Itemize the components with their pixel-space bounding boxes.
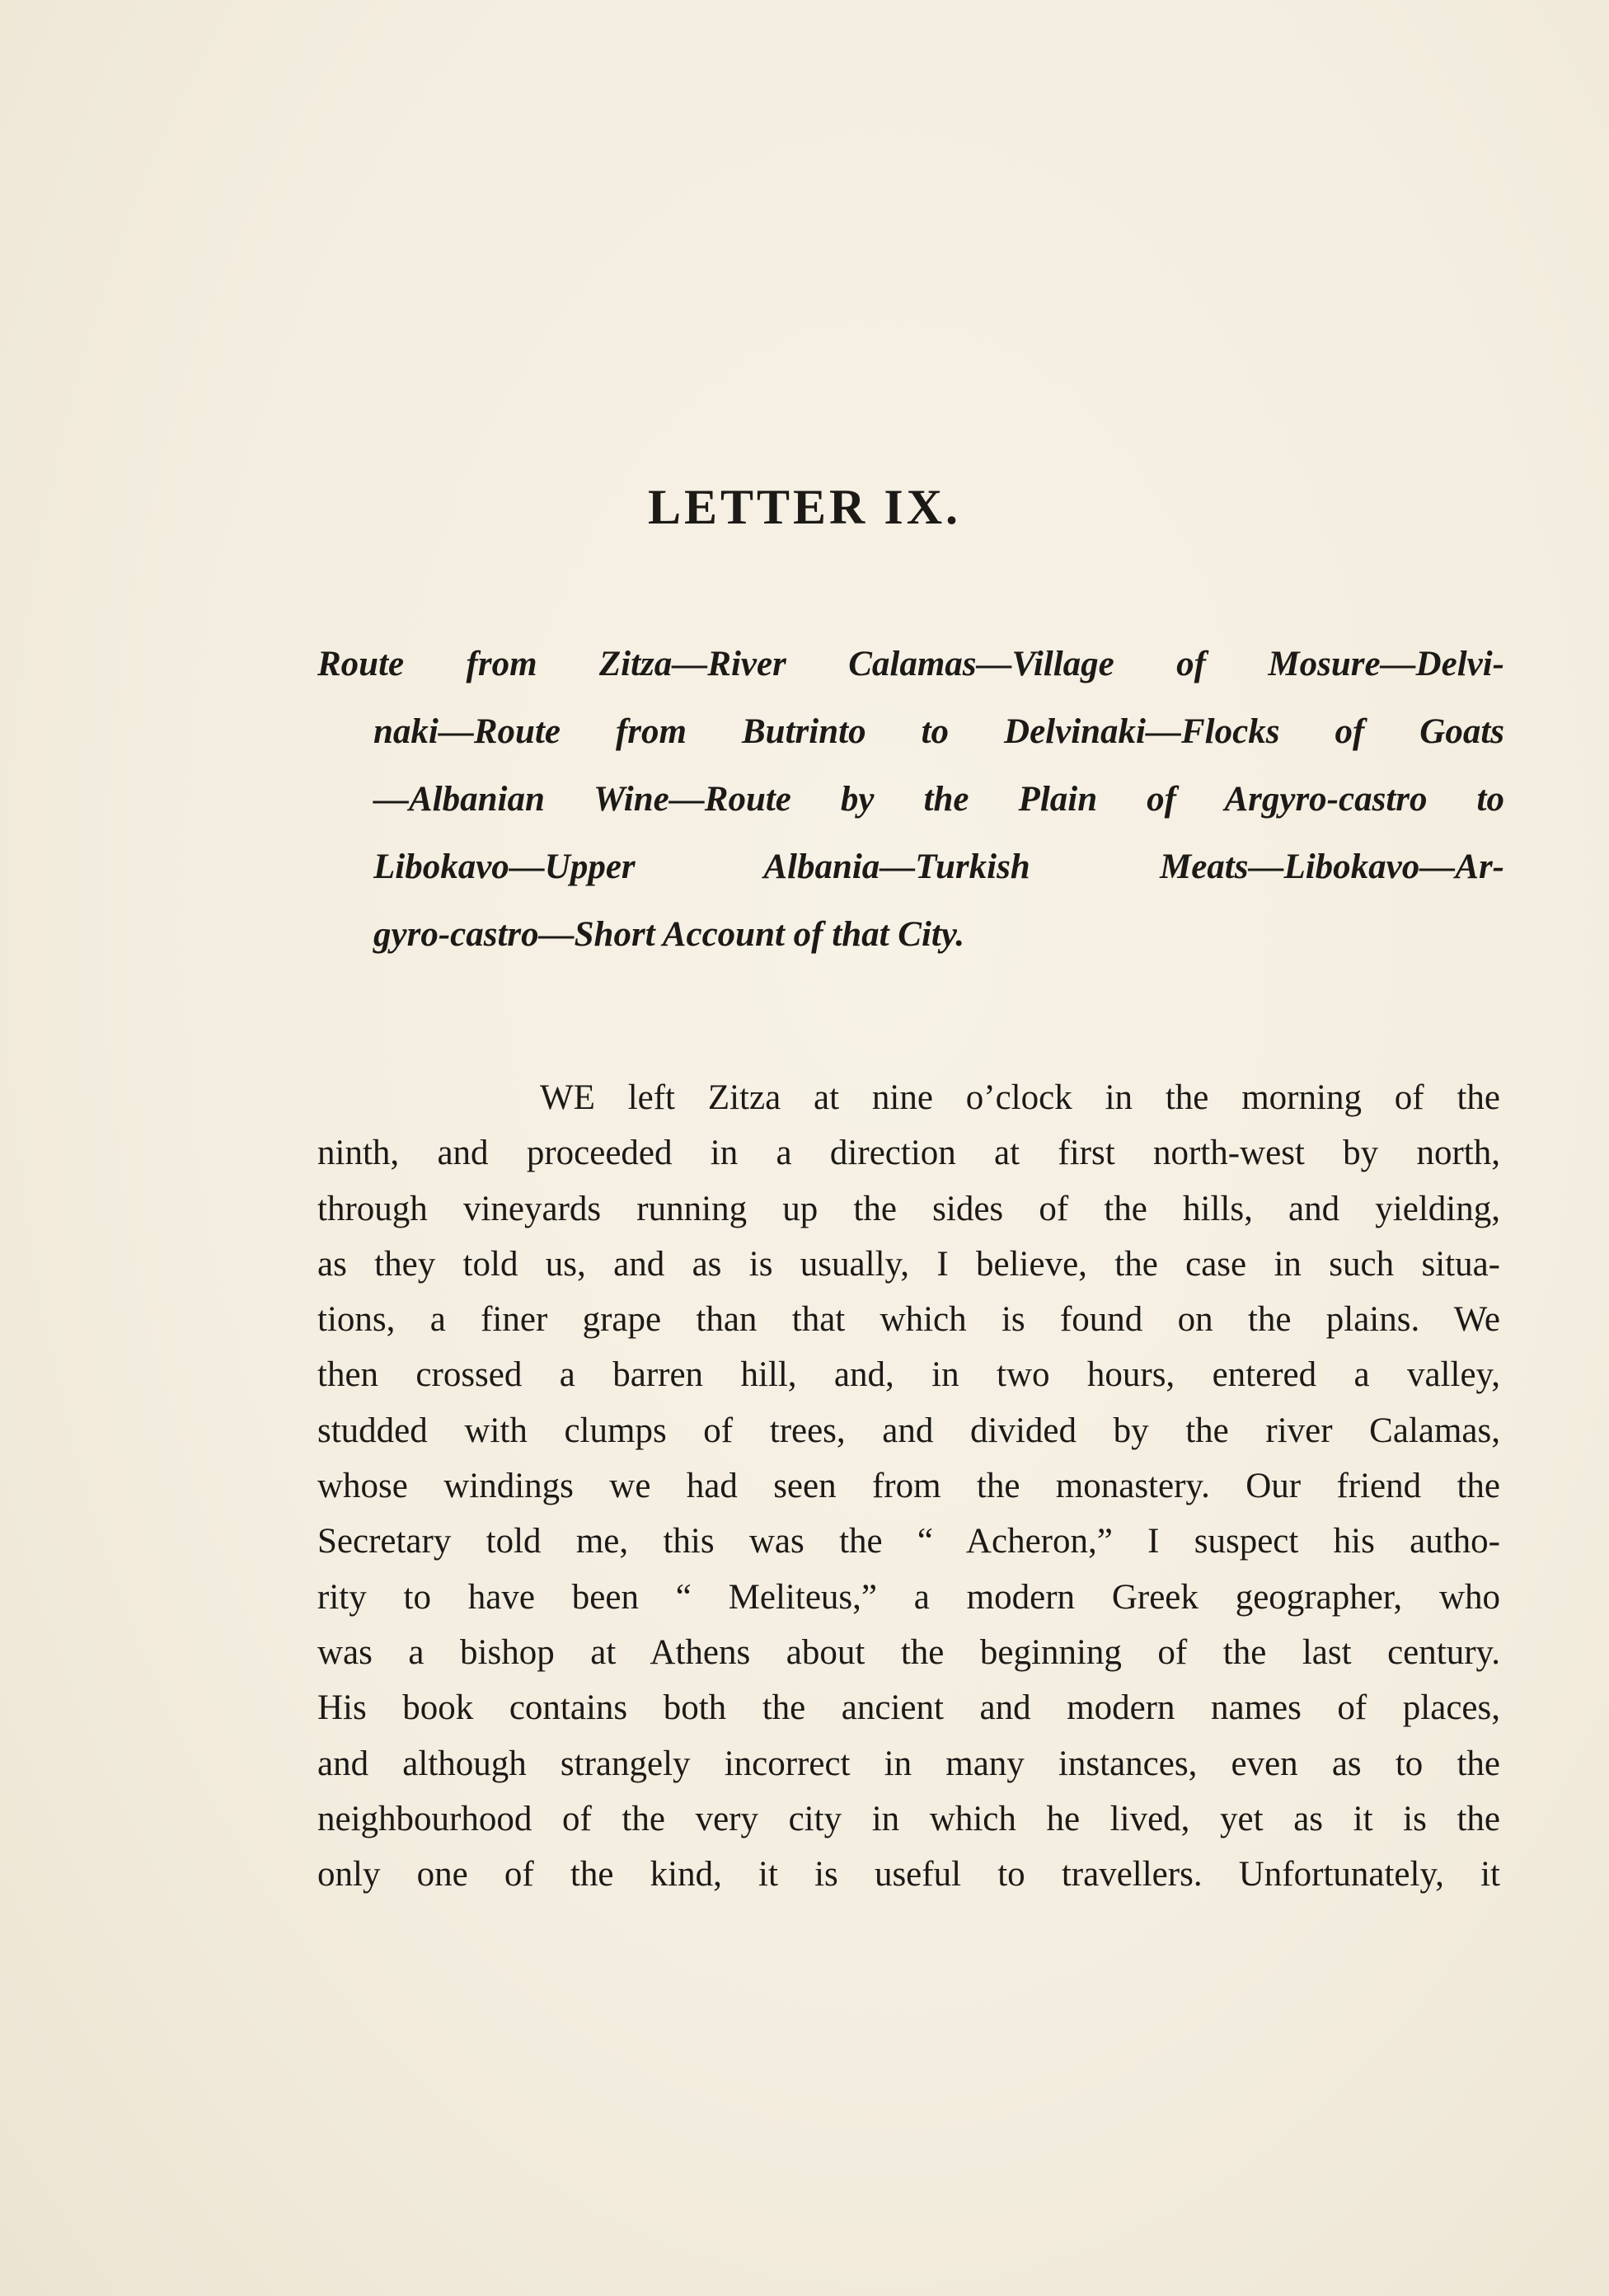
body-line: Secretary told me, this was the “ Acheron,” I suspect his autho- xyxy=(317,1522,1500,1561)
letter-title: LETTER IX. xyxy=(647,480,962,534)
body-line: tions, a finer grape than that which is found on the plains. We xyxy=(317,1300,1500,1340)
chapter-summary xyxy=(317,631,1504,969)
body-line: WE left Zitza at nine o’clock in the morning of the xyxy=(540,1078,1500,1117)
body-line: was a bishop at Athens about the beginning of the last century. xyxy=(317,1632,1500,1672)
body-line: as they told us, and as is usually, I believe, the case in such situa- xyxy=(317,1244,1500,1284)
body-line: and although strangely incorrect in many instances, even as to the xyxy=(317,1744,1500,1783)
summary-line: Route from Zitza—River Calamas—Village of Mosure—Delvi- xyxy=(317,645,1504,683)
body-line: neighbourhood of the very city in which he lived, yet as it is the xyxy=(317,1799,1500,1838)
body-line: whose windings we had seen from the monastery. Our friend the xyxy=(317,1467,1500,1506)
summary-line: Libokavo—Upper Albania—Turkish Meats—Libokavo—Ar- xyxy=(373,848,1504,886)
body-line: through vineyards running up the sides of the hills, and yielding, xyxy=(317,1189,1500,1228)
body-line: studded with clumps of trees, and divided by the river Calamas, xyxy=(317,1411,1500,1450)
body-text xyxy=(317,1070,1500,1902)
body-line: only one of the kind, it is useful to travellers. Unfortunately, it xyxy=(317,1855,1500,1895)
summary-line: naki—Route from Butrinto to Delvinaki—Flocks of Goats xyxy=(373,712,1504,751)
body-line: ninth, and proceeded in a direction at first north-west by north, xyxy=(317,1134,1500,1173)
body-line: His book contains both the ancient and modern names of places, xyxy=(317,1688,1500,1728)
body-line: rity to have been “ Meliteus,” a modern Greek geographer, who xyxy=(317,1577,1500,1617)
summary-line: —Albanian Wine—Route by the Plain of Argyro-castro to xyxy=(373,780,1504,819)
body-line: then crossed a barren hill, and, in two hours, entered a valley, xyxy=(317,1355,1500,1395)
summary-line: gyro-castro—Short Account of that City. xyxy=(373,915,965,954)
